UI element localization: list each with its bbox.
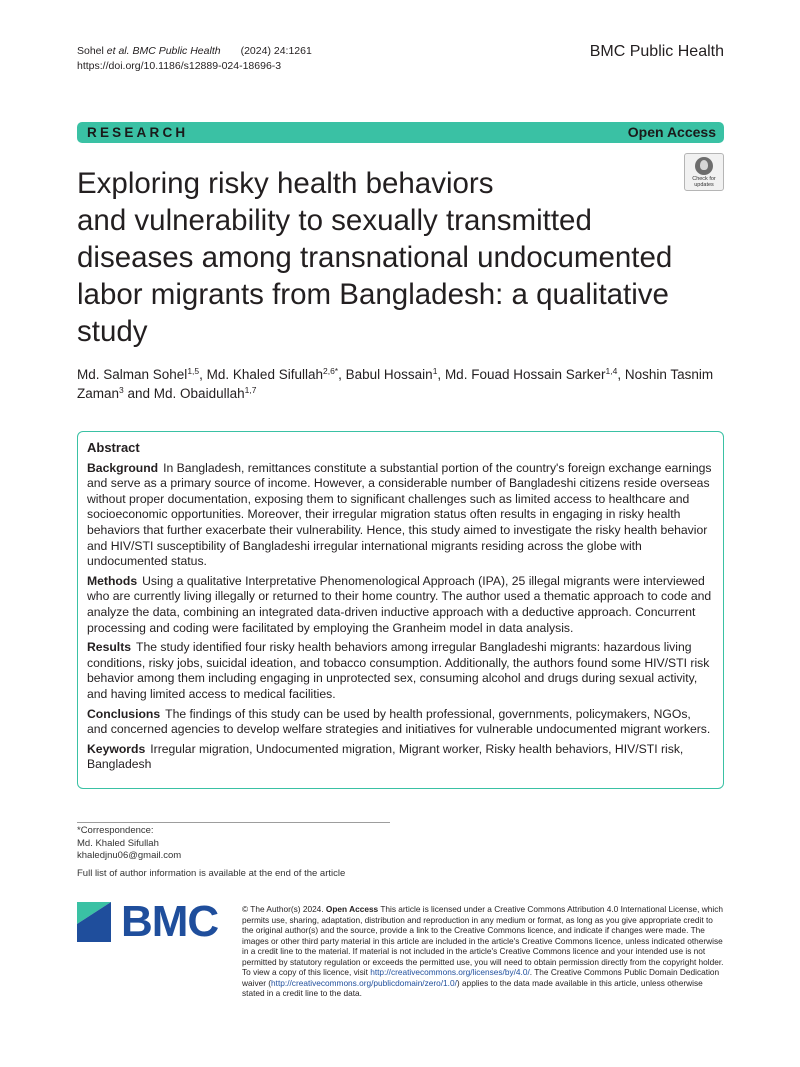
author-affiliation: 1,5 [187, 366, 200, 376]
open-access-label: Open Access [627, 124, 716, 140]
author-separator: , [338, 367, 346, 382]
abstract-section [87, 707, 714, 738]
author-separator: , [199, 367, 207, 382]
article-type-banner [77, 122, 724, 143]
title-line: labor migrants from Bangladesh: a qualitative [77, 278, 669, 311]
author-name[interactable]: Md. Fouad Hossain Sarker [444, 367, 606, 382]
citation-year: (2024) 24:1261 [240, 45, 312, 57]
copyright: © The Author(s) 2024. [242, 904, 326, 914]
author-name[interactable]: Babul Hossain [345, 367, 433, 382]
title-line: diseases among transnational undocumented [77, 241, 673, 274]
author-affiliation: 1 [432, 366, 438, 376]
section-text: The study identified four risky health behaviors among irregular Bangladeshi migrants: hazardous living conditions, risky jobs, suicidal ideation, and tobacco consumption. Additionally, the authors found some HIV/STI risk behavior among them including engaging in unprotected sex, consuming alcohol and drugs during sexual activity, and having limited access to medical facilities. [87, 640, 710, 701]
author-separator: , [617, 367, 625, 382]
title-line: and vulnerability to sexually transmitted [77, 204, 592, 237]
check-updates-line1: Check for [692, 176, 716, 182]
author-affiliation: 3 [119, 385, 124, 395]
author-name[interactable]: Md. Obaidullah [153, 386, 245, 401]
author-name[interactable]: Md. Khaled Sifullah [206, 367, 323, 382]
journal-name: BMC Public Health [589, 43, 724, 60]
correspondence-name: Md. Khaled Sifullah [77, 837, 159, 849]
author-affiliation: 1,7 [244, 385, 257, 395]
citation-journal: et al. BMC Public Health [106, 45, 221, 57]
bookmark-icon [695, 157, 713, 175]
license-body: . The Creative Commons Public Domain Dedication waiver ( [242, 967, 720, 988]
title-line: study [77, 315, 148, 348]
bmc-logo [77, 897, 227, 946]
author-separator: and [123, 386, 154, 401]
abstract-section [87, 640, 714, 702]
license-link[interactable]: http://creativecommons.org/licenses/by/4.0/ [370, 967, 530, 977]
doi-link[interactable]: https://doi.org/10.1186/s12889-024-18696-3 [77, 60, 282, 72]
section-label: Conclusions [87, 706, 161, 721]
article-type: RESEARCH [87, 125, 189, 140]
license-body: ) applies to the data made available in this article, unless otherwise stated in a credit line to the data. [242, 977, 703, 998]
author-list [77, 365, 727, 403]
correspondence [77, 825, 181, 863]
section-text: Irregular migration, Undocumented migration, Migrant worker, Risky health behaviors, HIV/STI risk, Bangladesh [87, 741, 684, 772]
section-label: Methods [87, 573, 138, 588]
section-label: Results [87, 640, 132, 655]
license-open-access: Open Access [325, 904, 379, 914]
section-label: Keywords [87, 741, 146, 756]
author-affiliation: 1,4 [605, 366, 618, 376]
title-line: Exploring risky health behaviors [77, 167, 494, 200]
footnote-divider [77, 822, 390, 823]
abstract-section [87, 742, 714, 773]
license-text [242, 904, 724, 999]
check-updates-line2: updates [694, 182, 714, 188]
section-text: In Bangladesh, remittances constitute a substantial portion of the country's foreign exchange earnings and serve as a primary source of income. However, a considerable number of Bangladeshi citizens reside overseas without proper documentation, exposing them to significant challenges such as limited access to healthcare and socioeconomic opportunities. Moreover, their irregular migration status often results in engaging in risky health behaviors that further exacerbate their vulnerability. Hence, this study aimed to investigate the risky health behavior and HIV/STI susceptibility of Bangladeshi irregular international migrants residing across the globe with undocumented status. [87, 460, 712, 569]
author-info-note: Full list of author information is available at the end of the article [77, 868, 346, 879]
abstract-box [77, 431, 724, 789]
correspondence-email[interactable]: khaledjnu06@gmail.com [77, 850, 182, 861]
section-text: Using a qualitative Interpretative Phenomenological Approach (IPA), 25 illegal migrants were interviewed who are currently living illegally or returned to their home country. The author used a thematic approach to code and analyze the data, combining an integrated data-driven inductive approach with a deductive approach. Concurrent processing and coding were facilitated by employing the Granheim model in data analysis. [87, 573, 712, 635]
correspondence-label: *Correspondence: [77, 825, 154, 836]
check-for-updates-button[interactable] [684, 153, 724, 191]
author-affiliation: 2,6* [322, 366, 339, 376]
abstract-section [87, 574, 714, 636]
abstract-heading: Abstract [87, 440, 140, 455]
abstract-section [87, 461, 714, 570]
running-header [77, 44, 312, 74]
section-label: Background [87, 460, 159, 475]
article-title [77, 165, 677, 350]
author-name[interactable]: Md. Salman Sohel [77, 367, 188, 382]
bmc-logo-text: BMC [121, 897, 219, 946]
citation [77, 44, 312, 59]
bmc-logo-icon [77, 902, 111, 942]
citation-author: Sohel [77, 45, 107, 57]
author-separator: , [437, 367, 445, 382]
author-name[interactable]: Noshin Tasnim Zaman [77, 367, 714, 401]
license-body: This article is licensed under a Creative Commons Attribution 4.0 International License, which permits use, sharing, adaptation, distribution and reproduction in any medium or format, as long as you give appropriate credit to the original author(s) and the source, provide a link to the Creative Commons licence, and indicate if changes were made. The images or other third party material in this article are included in the article's Creative Commons licence, unless indicated otherwise in a credit line to the material. If material is not included in the article's Creative Commons licence and your intended use is not permitted by statutory regulation or exceeds the permitted use, you will need to obtain permission directly from the copyright holder. To view a copy of this licence, visit [242, 904, 724, 977]
public-domain-link[interactable]: http://creativecommons.org/publicdomain/zero/1.0/ [271, 977, 457, 988]
section-text: The findings of this study can be used by health professional, governments, policymakers, NGOs, and concerned agencies to develop welfare strategies and initiatives for vulnerable undocumented migrant workers. [87, 706, 711, 737]
